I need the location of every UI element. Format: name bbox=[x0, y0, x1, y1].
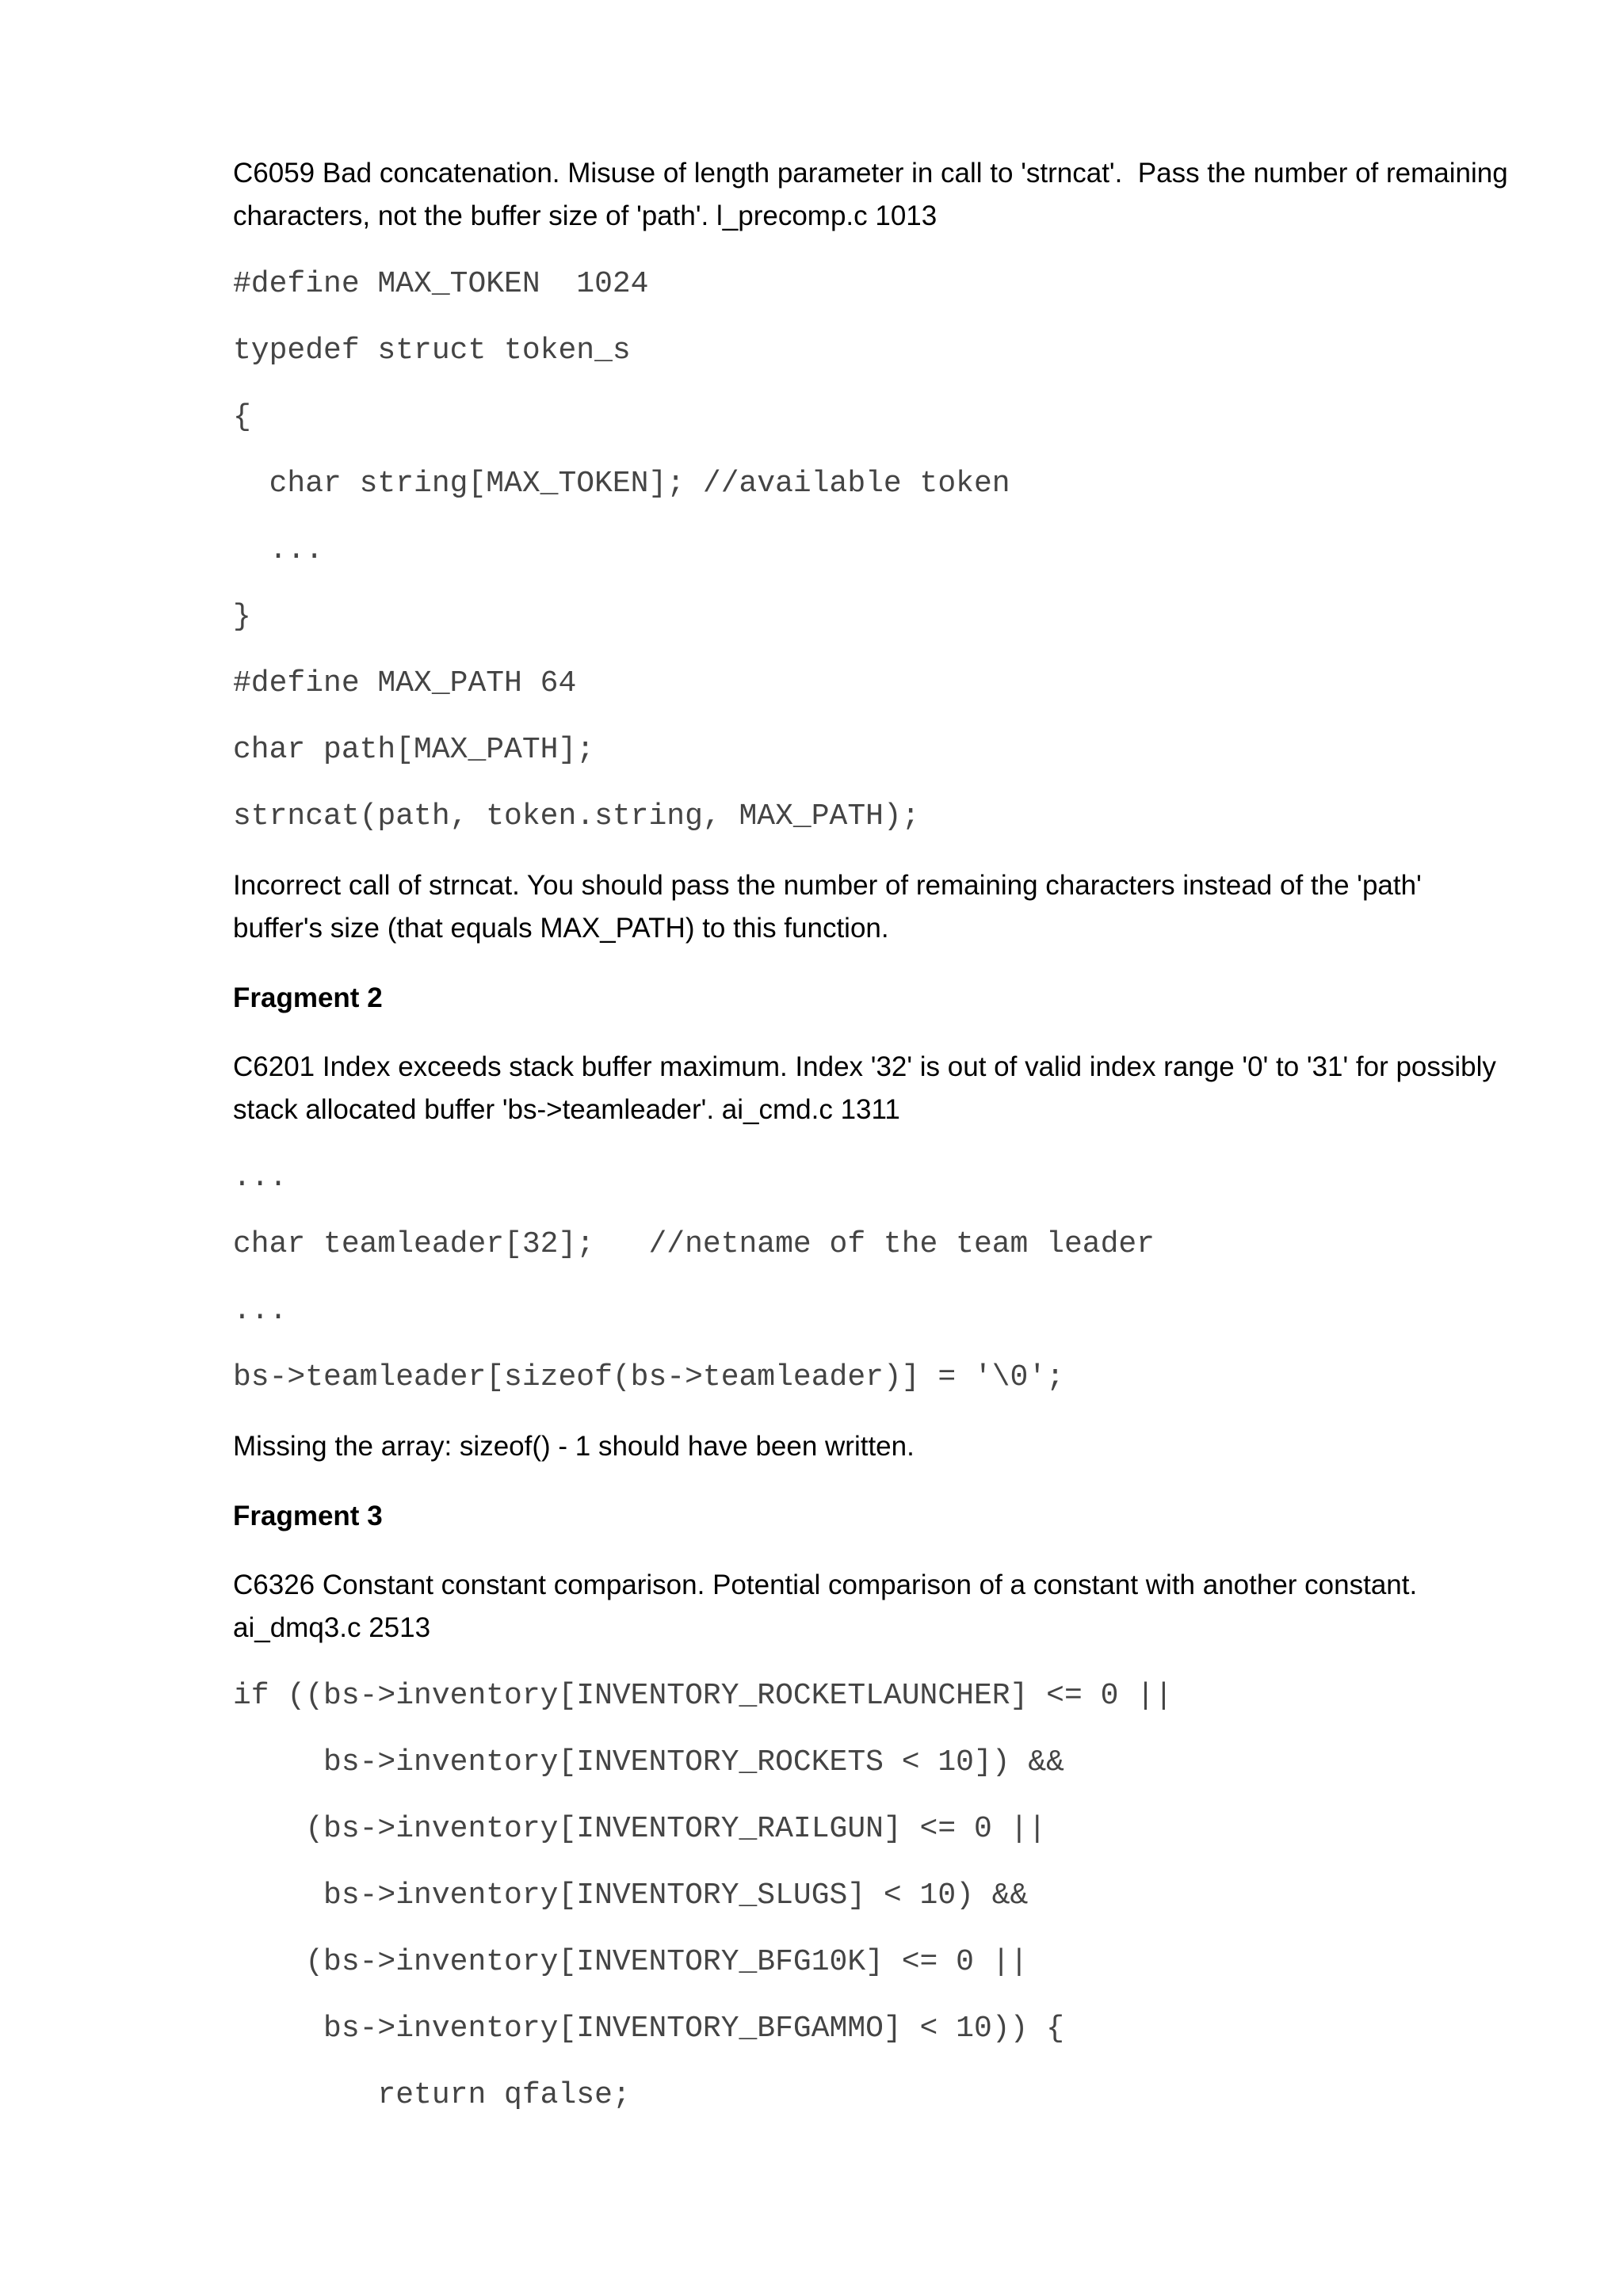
code-line: if ((bs->inventory[INVENTORY_ROCKETLAUNCHER] <= 0 || bbox=[233, 1679, 1173, 1713]
code-line: char string[MAX_TOKEN]; //available token bbox=[233, 467, 1010, 501]
code-line: ... bbox=[233, 533, 324, 567]
warning-text-c6059-line2: characters, not the buffer size of 'path'. l_precomp.c 1013 bbox=[233, 200, 938, 231]
code-line: bs->inventory[INVENTORY_SLUGS] < 10) && bbox=[233, 1878, 1029, 1913]
warning-text-c6326-line1: C6326 Constant constant comparison. Potential comparison of a constant with another constant. bbox=[233, 1569, 1418, 1600]
code-line: bs->teamleader[sizeof(bs->teamleader)] = '\0'; bbox=[233, 1360, 1064, 1394]
code-line: (bs->inventory[INVENTORY_RAILGUN] <= 0 || bbox=[233, 1812, 1047, 1846]
code-line: ... bbox=[233, 1294, 288, 1328]
warning-text-c6201-line2: stack allocated buffer 'bs->teamleader'. ai_cmd.c 1311 bbox=[233, 1094, 900, 1125]
code-line: char path[MAX_PATH]; bbox=[233, 733, 595, 767]
warning-text-c6326-line2: ai_dmq3.c 2513 bbox=[233, 1612, 431, 1643]
explanation-text-line2: buffer's size (that equals MAX_PATH) to this function. bbox=[233, 913, 889, 944]
warning-text-c6201-line1: C6201 Index exceeds stack buffer maximum. Index '32' is out of valid index range '0' to '31' for possibly bbox=[233, 1051, 1496, 1082]
code-line: ... bbox=[233, 1161, 288, 1195]
explanation-text: Missing the array: sizeof() - 1 should have been written. bbox=[233, 1431, 915, 1462]
code-line: char teamleader[32]; //netname of the team leader bbox=[233, 1227, 1155, 1261]
code-line: bs->inventory[INVENTORY_ROCKETS < 10]) && bbox=[233, 1745, 1064, 1779]
code-line: strncat(path, token.string, MAX_PATH); bbox=[233, 799, 920, 833]
code-line: } bbox=[233, 600, 251, 634]
code-line: return qfalse; bbox=[233, 2078, 631, 2112]
code-line: bs->inventory[INVENTORY_BFGAMMO] < 10)) { bbox=[233, 2012, 1064, 2046]
code-line: #define MAX_PATH 64 bbox=[233, 666, 577, 700]
code-line: typedef struct token_s bbox=[233, 334, 631, 368]
code-line: { bbox=[233, 400, 251, 434]
code-line: #define MAX_TOKEN 1024 bbox=[233, 267, 649, 301]
fragment-3-heading: Fragment 3 bbox=[233, 1501, 383, 1531]
fragment-2-heading: Fragment 2 bbox=[233, 982, 383, 1013]
warning-text-c6059-line1: C6059 Bad concatenation. Misuse of length parameter in call to 'strncat'. Pass the number of remaining bbox=[233, 158, 1508, 189]
explanation-text-line1: Incorrect call of strncat. You should pass the number of remaining characters instead of the 'path' bbox=[233, 870, 1422, 901]
code-line: (bs->inventory[INVENTORY_BFG10K] <= 0 || bbox=[233, 1945, 1029, 1979]
